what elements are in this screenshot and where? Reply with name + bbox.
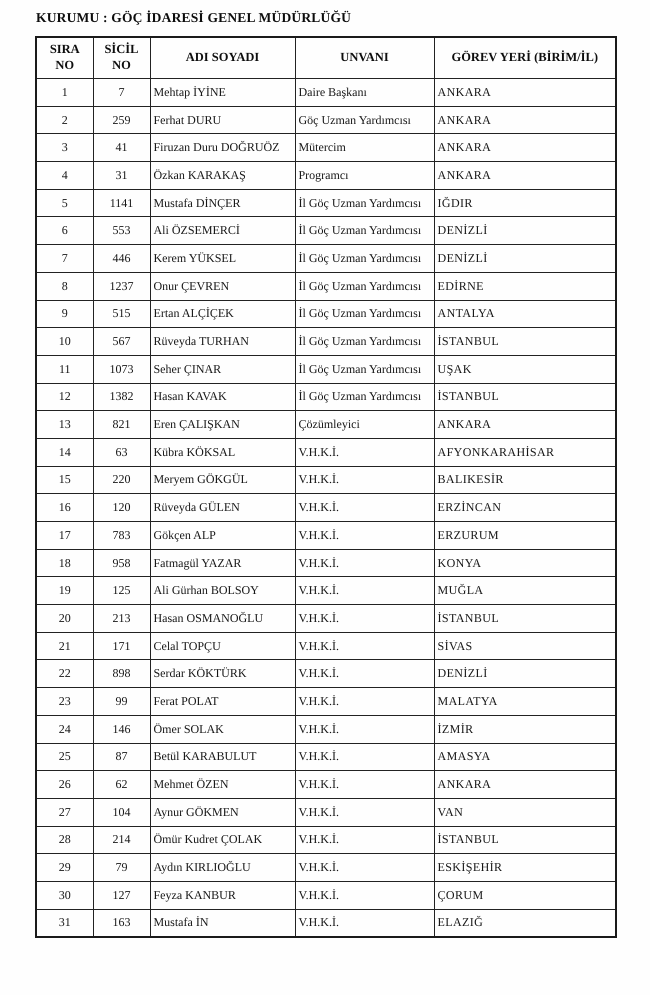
cell-sira-no: 12 [36, 383, 93, 411]
cell-adi-soyadi: Seher ÇINAR [150, 355, 295, 383]
cell-adi-soyadi: Rüveyda GÜLEN [150, 494, 295, 522]
table-row [36, 328, 616, 356]
cell-adi-soyadi: Mustafa DİNÇER [150, 189, 295, 217]
cell-gorev-yeri: ANKARA [434, 79, 616, 107]
cell-adi-soyadi: Ferhat DURU [150, 106, 295, 134]
cell-adi-soyadi: Rüveyda TURHAN [150, 328, 295, 356]
cell-unvani: V.H.K.İ. [295, 494, 434, 522]
cell-unvani: Programcı [295, 162, 434, 190]
cell-gorev-yeri: DENİZLİ [434, 217, 616, 245]
document-title: KURUMU : GÖÇ İDARESİ GENEL MÜDÜRLÜĞÜ [36, 10, 352, 25]
cell-gorev-yeri: VAN [434, 798, 616, 826]
personnel-table [35, 36, 617, 938]
cell-unvani: Daire Başkanı [295, 79, 434, 107]
table-row [36, 881, 616, 909]
cell-sicil-no: 171 [93, 632, 150, 660]
cell-sicil-no: 125 [93, 577, 150, 605]
cell-adi-soyadi: Ömür Kudret ÇOLAK [150, 826, 295, 854]
cell-sicil-no: 31 [93, 162, 150, 190]
cell-sira-no: 10 [36, 328, 93, 356]
cell-sira-no: 22 [36, 660, 93, 688]
cell-sicil-no: 163 [93, 909, 150, 937]
cell-gorev-yeri: KONYA [434, 549, 616, 577]
cell-gorev-yeri: İSTANBUL [434, 383, 616, 411]
cell-unvani: V.H.K.İ. [295, 771, 434, 799]
cell-sira-no: 2 [36, 106, 93, 134]
cell-sira-no: 8 [36, 272, 93, 300]
cell-adi-soyadi: Kerem YÜKSEL [150, 245, 295, 273]
cell-adi-soyadi: Mustafa İN [150, 909, 295, 937]
cell-sicil-no: 821 [93, 411, 150, 439]
cell-sicil-no: 1141 [93, 189, 150, 217]
table-row [36, 355, 616, 383]
table-body [36, 79, 616, 938]
cell-gorev-yeri: ERZİNCAN [434, 494, 616, 522]
table-header-row [36, 37, 616, 79]
cell-adi-soyadi: Serdar KÖKTÜRK [150, 660, 295, 688]
cell-adi-soyadi: Betül KARABULUT [150, 743, 295, 771]
cell-sicil-no: 146 [93, 715, 150, 743]
cell-sira-no: 25 [36, 743, 93, 771]
table-row [36, 245, 616, 273]
cell-adi-soyadi: Aynur GÖKMEN [150, 798, 295, 826]
cell-unvani: V.H.K.İ. [295, 688, 434, 716]
cell-sira-no: 6 [36, 217, 93, 245]
cell-gorev-yeri: ANKARA [434, 771, 616, 799]
cell-unvani: Mütercim [295, 134, 434, 162]
cell-unvani: V.H.K.İ. [295, 854, 434, 882]
cell-sicil-no: 7 [93, 79, 150, 107]
cell-sira-no: 30 [36, 881, 93, 909]
cell-unvani: İl Göç Uzman Yardımcısı [295, 300, 434, 328]
header-unvani: UNVANI [295, 37, 434, 79]
cell-sira-no: 11 [36, 355, 93, 383]
cell-adi-soyadi: Gökçen ALP [150, 522, 295, 550]
cell-sicil-no: 120 [93, 494, 150, 522]
table-row [36, 466, 616, 494]
cell-adi-soyadi: Ali ÖZSEMERCİ [150, 217, 295, 245]
cell-sira-no: 19 [36, 577, 93, 605]
cell-unvani: V.H.K.İ. [295, 660, 434, 688]
cell-gorev-yeri: ELAZIĞ [434, 909, 616, 937]
cell-gorev-yeri: MALATYA [434, 688, 616, 716]
cell-adi-soyadi: Hasan KAVAK [150, 383, 295, 411]
table-row [36, 106, 616, 134]
table-row [36, 549, 616, 577]
table-row [36, 79, 616, 107]
cell-unvani: V.H.K.İ. [295, 798, 434, 826]
cell-unvani: İl Göç Uzman Yardımcısı [295, 355, 434, 383]
cell-gorev-yeri: BALIKESİR [434, 466, 616, 494]
cell-sicil-no: 1073 [93, 355, 150, 383]
table-row [36, 438, 616, 466]
table-row [36, 217, 616, 245]
cell-sira-no: 20 [36, 605, 93, 633]
cell-unvani: V.H.K.İ. [295, 715, 434, 743]
table-row [36, 854, 616, 882]
cell-sicil-no: 213 [93, 605, 150, 633]
cell-gorev-yeri: ANKARA [434, 162, 616, 190]
table-row [36, 688, 616, 716]
cell-sira-no: 27 [36, 798, 93, 826]
cell-sicil-no: 127 [93, 881, 150, 909]
cell-gorev-yeri: İZMİR [434, 715, 616, 743]
table-row [36, 715, 616, 743]
table-row [36, 909, 616, 937]
cell-adi-soyadi: Eren ÇALIŞKAN [150, 411, 295, 439]
cell-gorev-yeri: AFYONKARAHİSAR [434, 438, 616, 466]
cell-adi-soyadi: Aydın KIRLIOĞLU [150, 854, 295, 882]
cell-sicil-no: 515 [93, 300, 150, 328]
table-row [36, 826, 616, 854]
header-sira-no: SIRA NO [36, 37, 93, 79]
cell-adi-soyadi: Ertan ALÇİÇEK [150, 300, 295, 328]
cell-sira-no: 16 [36, 494, 93, 522]
cell-adi-soyadi: Ali Gürhan BOLSOY [150, 577, 295, 605]
cell-adi-soyadi: Ömer SOLAK [150, 715, 295, 743]
cell-gorev-yeri: AMASYA [434, 743, 616, 771]
cell-gorev-yeri: ÇORUM [434, 881, 616, 909]
table-row [36, 577, 616, 605]
cell-adi-soyadi: Ferat POLAT [150, 688, 295, 716]
cell-sicil-no: 63 [93, 438, 150, 466]
cell-unvani: V.H.K.İ. [295, 605, 434, 633]
cell-unvani: V.H.K.İ. [295, 549, 434, 577]
cell-gorev-yeri: ANKARA [434, 411, 616, 439]
cell-sira-no: 23 [36, 688, 93, 716]
cell-sicil-no: 79 [93, 854, 150, 882]
cell-gorev-yeri: IĞDIR [434, 189, 616, 217]
cell-adi-soyadi: Özkan KARAKAŞ [150, 162, 295, 190]
cell-gorev-yeri: DENİZLİ [434, 245, 616, 273]
cell-unvani: V.H.K.İ. [295, 743, 434, 771]
cell-sira-no: 21 [36, 632, 93, 660]
cell-unvani: İl Göç Uzman Yardımcısı [295, 272, 434, 300]
cell-sicil-no: 41 [93, 134, 150, 162]
cell-gorev-yeri: İSTANBUL [434, 605, 616, 633]
cell-unvani: V.H.K.İ. [295, 466, 434, 494]
cell-adi-soyadi: Onur ÇEVREN [150, 272, 295, 300]
cell-unvani: V.H.K.İ. [295, 632, 434, 660]
cell-adi-soyadi: Feyza KANBUR [150, 881, 295, 909]
cell-sira-no: 9 [36, 300, 93, 328]
header-adi-soyadi: ADI SOYADI [150, 37, 295, 79]
cell-gorev-yeri: UŞAK [434, 355, 616, 383]
cell-sira-no: 17 [36, 522, 93, 550]
cell-adi-soyadi: Fatmagül YAZAR [150, 549, 295, 577]
cell-sira-no: 24 [36, 715, 93, 743]
cell-sira-no: 5 [36, 189, 93, 217]
table-row [36, 134, 616, 162]
table-row [36, 605, 616, 633]
cell-sicil-no: 446 [93, 245, 150, 273]
cell-gorev-yeri: ANKARA [434, 134, 616, 162]
table-row [36, 383, 616, 411]
cell-gorev-yeri: ESKİŞEHİR [434, 854, 616, 882]
table-row [36, 189, 616, 217]
cell-unvani: İl Göç Uzman Yardımcısı [295, 189, 434, 217]
cell-gorev-yeri: EDİRNE [434, 272, 616, 300]
cell-unvani: V.H.K.İ. [295, 522, 434, 550]
table-row [36, 743, 616, 771]
cell-sira-no: 26 [36, 771, 93, 799]
cell-unvani: V.H.K.İ. [295, 881, 434, 909]
cell-gorev-yeri: DENİZLİ [434, 660, 616, 688]
cell-sira-no: 14 [36, 438, 93, 466]
cell-adi-soyadi: Hasan OSMANOĞLU [150, 605, 295, 633]
cell-unvani: Göç Uzman Yardımcısı [295, 106, 434, 134]
table-row [36, 798, 616, 826]
cell-sicil-no: 87 [93, 743, 150, 771]
cell-adi-soyadi: Celal TOPÇU [150, 632, 295, 660]
cell-gorev-yeri: ANKARA [434, 106, 616, 134]
cell-unvani: İl Göç Uzman Yardımcısı [295, 328, 434, 356]
cell-sicil-no: 62 [93, 771, 150, 799]
cell-sira-no: 18 [36, 549, 93, 577]
cell-sira-no: 4 [36, 162, 93, 190]
cell-adi-soyadi: Firuzan Duru DOĞRUÖZ [150, 134, 295, 162]
cell-gorev-yeri: MUĞLA [434, 577, 616, 605]
cell-unvani: İl Göç Uzman Yardımcısı [295, 383, 434, 411]
cell-gorev-yeri: SİVAS [434, 632, 616, 660]
cell-adi-soyadi: Mehtap İYİNE [150, 79, 295, 107]
table-row [36, 494, 616, 522]
cell-sicil-no: 259 [93, 106, 150, 134]
cell-sira-no: 3 [36, 134, 93, 162]
table-row [36, 522, 616, 550]
table-row [36, 632, 616, 660]
cell-sicil-no: 104 [93, 798, 150, 826]
cell-adi-soyadi: Mehmet ÖZEN [150, 771, 295, 799]
cell-gorev-yeri: ANTALYA [434, 300, 616, 328]
cell-sicil-no: 958 [93, 549, 150, 577]
cell-adi-soyadi: Meryem GÖKGÜL [150, 466, 295, 494]
header-gorev-yeri: GÖREV YERİ (BİRİM/İL) [434, 37, 616, 79]
header-sicil-no: SİCİL NO [93, 37, 150, 79]
cell-sira-no: 31 [36, 909, 93, 937]
cell-sira-no: 13 [36, 411, 93, 439]
cell-sicil-no: 214 [93, 826, 150, 854]
cell-unvani: İl Göç Uzman Yardımcısı [295, 217, 434, 245]
cell-sicil-no: 567 [93, 328, 150, 356]
cell-adi-soyadi: Kübra KÖKSAL [150, 438, 295, 466]
cell-gorev-yeri: ERZURUM [434, 522, 616, 550]
cell-unvani: V.H.K.İ. [295, 577, 434, 605]
table-row [36, 660, 616, 688]
cell-unvani: V.H.K.İ. [295, 826, 434, 854]
cell-sira-no: 29 [36, 854, 93, 882]
cell-unvani: V.H.K.İ. [295, 438, 434, 466]
cell-gorev-yeri: İSTANBUL [434, 328, 616, 356]
table-row [36, 411, 616, 439]
cell-sira-no: 15 [36, 466, 93, 494]
cell-gorev-yeri: İSTANBUL [434, 826, 616, 854]
cell-sicil-no: 898 [93, 660, 150, 688]
table-row [36, 272, 616, 300]
cell-unvani: İl Göç Uzman Yardımcısı [295, 245, 434, 273]
cell-sicil-no: 99 [93, 688, 150, 716]
cell-sicil-no: 783 [93, 522, 150, 550]
cell-sira-no: 1 [36, 79, 93, 107]
cell-sicil-no: 220 [93, 466, 150, 494]
cell-sicil-no: 1237 [93, 272, 150, 300]
cell-sira-no: 28 [36, 826, 93, 854]
cell-unvani: Çözümleyici [295, 411, 434, 439]
table-row [36, 162, 616, 190]
cell-unvani: V.H.K.İ. [295, 909, 434, 937]
cell-sira-no: 7 [36, 245, 93, 273]
table-row [36, 300, 616, 328]
table-row [36, 771, 616, 799]
cell-sicil-no: 553 [93, 217, 150, 245]
cell-sicil-no: 1382 [93, 383, 150, 411]
